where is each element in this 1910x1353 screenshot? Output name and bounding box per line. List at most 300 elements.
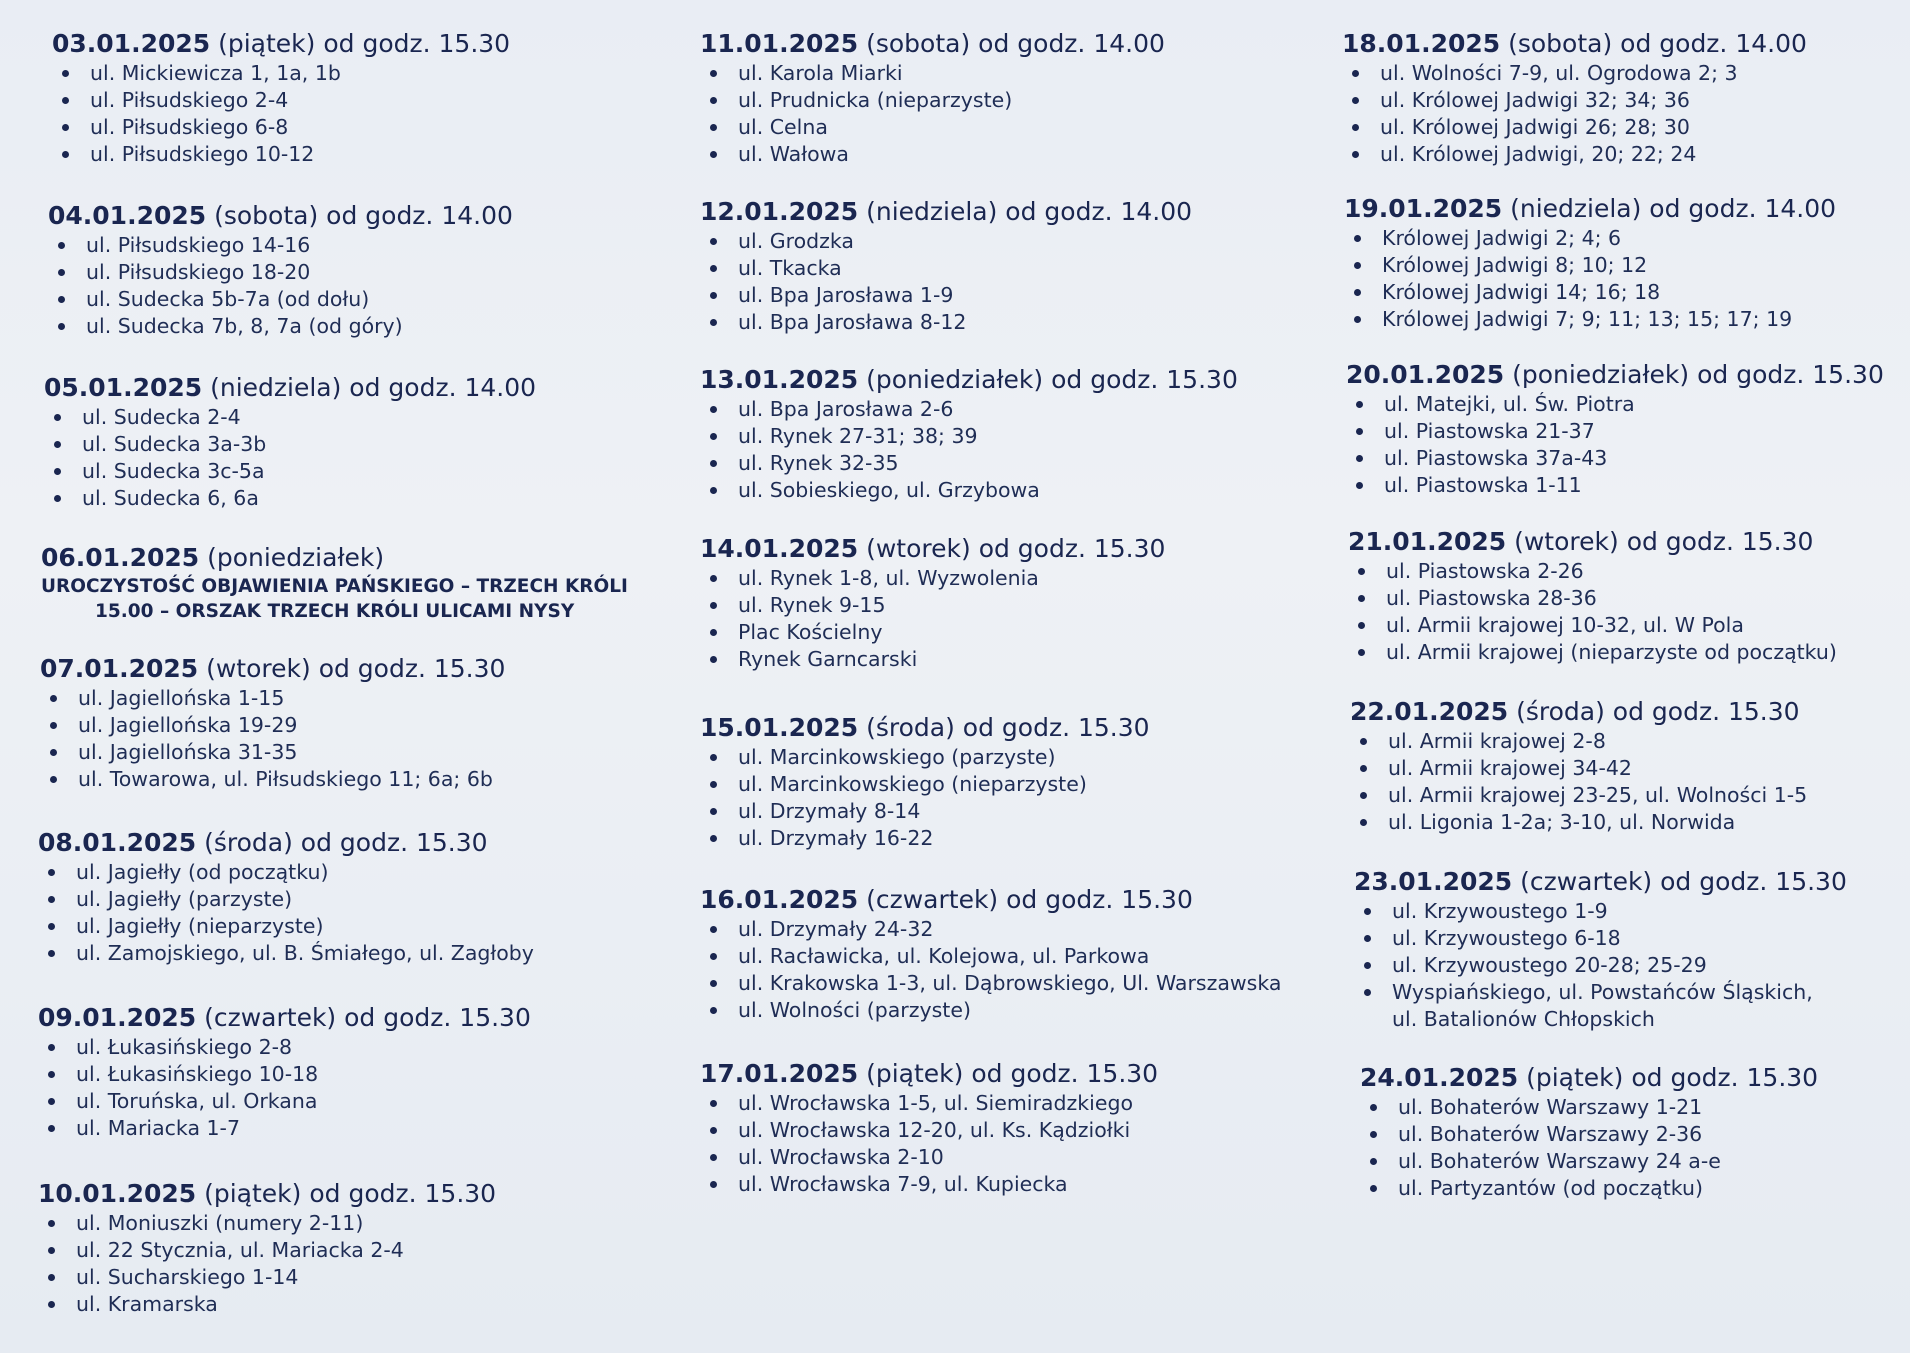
street-label: ul. Jagiellońska 1-15 bbox=[78, 686, 285, 710]
list-item bbox=[38, 859, 648, 886]
street-list bbox=[38, 1210, 648, 1318]
day-time: (sobota) od godz. 14.00 bbox=[1500, 29, 1807, 58]
street-label: Rynek Garncarski bbox=[738, 647, 918, 671]
bullet-icon bbox=[54, 414, 61, 421]
bullet-icon bbox=[48, 1220, 55, 1227]
day-time: (czwartek) od godz. 15.30 bbox=[858, 885, 1193, 914]
street-label: ul. Armii krajowej 34-42 bbox=[1388, 756, 1632, 780]
day-header bbox=[1344, 193, 1900, 225]
day-header bbox=[1342, 28, 1900, 60]
day-time: (niedziela) od godz. 14.00 bbox=[858, 197, 1193, 226]
street-list bbox=[48, 232, 648, 340]
list-item bbox=[1350, 755, 1900, 782]
day-date: 13.01.2025 bbox=[700, 365, 859, 394]
street-label: ul. Karola Miarki bbox=[738, 61, 903, 85]
street-list bbox=[1350, 728, 1900, 836]
street-label: ul. Wrocławska 1-5, ul. Siemiradzkiego bbox=[738, 1091, 1134, 1115]
street-list bbox=[1342, 60, 1900, 168]
bullet-icon bbox=[62, 97, 69, 104]
day-date: 08.01.2025 bbox=[38, 828, 197, 857]
day-date: 07.01.2025 bbox=[40, 654, 199, 683]
day-date: 20.01.2025 bbox=[1346, 360, 1505, 389]
schedule-column-3 bbox=[1340, 28, 1900, 1226]
street-label: ul. Sudecka 3a-3b bbox=[82, 432, 267, 456]
day-date: 14.01.2025 bbox=[700, 534, 859, 563]
list-item bbox=[1342, 141, 1900, 168]
day-date: 15.01.2025 bbox=[700, 713, 859, 742]
day-header bbox=[700, 884, 1300, 916]
street-list bbox=[700, 396, 1300, 504]
day-header bbox=[1350, 696, 1900, 728]
street-label: ul. Sudecka 3c-5a bbox=[82, 459, 265, 483]
street-list bbox=[700, 565, 1300, 673]
street-label: ul. Bohaterów Warszawy 24 a-e bbox=[1398, 1149, 1721, 1173]
day-date: 18.01.2025 bbox=[1342, 29, 1501, 58]
list-item bbox=[44, 458, 648, 485]
street-label: ul. Piłsudskiego 10-12 bbox=[90, 142, 315, 166]
day-block bbox=[700, 28, 1300, 196]
day-header bbox=[38, 1002, 648, 1034]
street-list bbox=[1348, 558, 1900, 666]
list-item bbox=[1360, 1148, 1900, 1175]
street-list bbox=[1344, 225, 1900, 333]
list-item bbox=[700, 309, 1300, 336]
day-header bbox=[38, 1178, 648, 1210]
street-label: Królowej Jadwigi 2; 4; 6 bbox=[1382, 226, 1622, 250]
day-time: (środa) od godz. 15.30 bbox=[858, 713, 1150, 742]
day-time: (niedziela) od godz. 14.00 bbox=[1502, 194, 1837, 223]
list-item bbox=[700, 228, 1300, 255]
street-label: ul. Piastowska 28-36 bbox=[1386, 586, 1597, 610]
list-item bbox=[700, 396, 1300, 423]
street-label: ul. Towarowa, ul. Piłsudskiego 11; 6a; 6b bbox=[78, 767, 493, 791]
day-date: 19.01.2025 bbox=[1344, 194, 1503, 223]
bullet-icon bbox=[1370, 1104, 1377, 1111]
bullet-icon bbox=[54, 441, 61, 448]
street-label: Królowej Jadwigi 14; 16; 18 bbox=[1382, 280, 1661, 304]
day-time: (piątek) od godz. 15.30 bbox=[196, 1179, 497, 1208]
day-time: (wtorek) od godz. 15.30 bbox=[858, 534, 1166, 563]
bullet-icon bbox=[50, 749, 57, 756]
list-item bbox=[700, 114, 1300, 141]
bullet-icon bbox=[710, 151, 717, 158]
day-date: 21.01.2025 bbox=[1348, 527, 1507, 556]
day-block bbox=[1340, 28, 1900, 193]
bullet-icon bbox=[1360, 765, 1367, 772]
street-label: ul. Piłsudskiego 18-20 bbox=[86, 260, 311, 284]
list-item bbox=[1346, 472, 1900, 499]
day-time: (piątek) od godz. 15.30 bbox=[1518, 1063, 1819, 1092]
day-block bbox=[38, 200, 648, 372]
street-label: ul. Sudecka 6, 6a bbox=[82, 486, 259, 510]
day-time: (piątek) od godz. 15.30 bbox=[210, 29, 511, 58]
list-item bbox=[38, 886, 648, 913]
bullet-icon bbox=[710, 292, 717, 299]
street-label: ul. Krzywoustego 1-9 bbox=[1392, 899, 1608, 923]
bullet-icon bbox=[710, 808, 717, 815]
street-label: ul. Łukasińskiego 2-8 bbox=[76, 1035, 293, 1059]
day-time: (wtorek) od godz. 15.30 bbox=[1506, 527, 1814, 556]
list-item bbox=[700, 255, 1300, 282]
list-item bbox=[1350, 728, 1900, 755]
bullet-icon bbox=[710, 460, 717, 467]
list-item bbox=[700, 771, 1300, 798]
holiday-note: UROCZYSTOŚĆ OBJAWIENIA PAŃSKIEGO – TRZECH KRÓLI bbox=[41, 576, 628, 597]
day-date: 10.01.2025 bbox=[38, 1179, 197, 1208]
street-label: ul. Ligonia 1-2a; 3-10, ul. Norwida bbox=[1388, 810, 1736, 834]
bullet-icon bbox=[48, 1098, 55, 1105]
list-item bbox=[1350, 782, 1900, 809]
street-label: ul. Bpa Jarosława 2-6 bbox=[738, 397, 954, 421]
day-date: 11.01.2025 bbox=[700, 29, 859, 58]
list-item bbox=[52, 114, 648, 141]
street-label: ul. Mariacka 1-7 bbox=[76, 1116, 240, 1140]
day-time: (sobota) od godz. 14.00 bbox=[206, 201, 513, 230]
day-block bbox=[700, 364, 1300, 533]
day-date: 03.01.2025 bbox=[52, 29, 211, 58]
bullet-icon bbox=[1358, 595, 1365, 602]
street-label: ul. Piastowska 37a-43 bbox=[1384, 446, 1608, 470]
street-label: ul. Armii krajowej (nieparzyste od początku) bbox=[1386, 640, 1837, 664]
bullet-icon bbox=[1364, 908, 1371, 915]
street-label: ul. Wrocławska 12-20, ul. Ks. Kądziołki bbox=[738, 1118, 1131, 1142]
street-label: ul. Armii krajowej 23-25, ul. Wolności 1-5 bbox=[1388, 783, 1808, 807]
street-list bbox=[700, 60, 1300, 168]
list-item bbox=[52, 60, 648, 87]
schedule-column-2 bbox=[700, 28, 1300, 1226]
list-item bbox=[48, 259, 648, 286]
bullet-icon bbox=[710, 1154, 717, 1161]
bullet-icon bbox=[58, 242, 65, 249]
street-label: ul. Tkacka bbox=[738, 256, 842, 280]
list-item bbox=[38, 1088, 648, 1115]
street-label: ul. Wolności 7-9, ul. Ogrodowa 2; 3 bbox=[1380, 61, 1738, 85]
list-item bbox=[48, 232, 648, 259]
bullet-icon bbox=[710, 97, 717, 104]
street-label: ul. Rynek 27-31; 38; 39 bbox=[738, 424, 978, 448]
street-label: ul. Partyzantów (od początku) bbox=[1398, 1176, 1703, 1200]
bullet-icon bbox=[1360, 738, 1367, 745]
list-item bbox=[1348, 612, 1900, 639]
street-list bbox=[38, 1034, 648, 1142]
street-label: ul. Marcinkowskiego (parzyste) bbox=[738, 745, 1056, 769]
day-header bbox=[1348, 526, 1900, 558]
bullet-icon bbox=[710, 781, 717, 788]
list-item bbox=[38, 1034, 648, 1061]
bullet-icon bbox=[710, 319, 717, 326]
list-item bbox=[1354, 898, 1900, 925]
day-block bbox=[38, 653, 648, 827]
day-time: (poniedziałek) od godz. 15.30 bbox=[858, 365, 1238, 394]
bullet-icon bbox=[48, 1274, 55, 1281]
street-label: ul. Bpa Jarosława 8-12 bbox=[738, 310, 967, 334]
bullet-icon bbox=[48, 950, 55, 957]
street-label: ul. Jagiełły (nieparzyste) bbox=[76, 914, 324, 938]
day-date: 05.01.2025 bbox=[44, 373, 203, 402]
day-block bbox=[1340, 193, 1900, 359]
list-item bbox=[1348, 639, 1900, 666]
bullet-icon bbox=[1370, 1131, 1377, 1138]
day-date: 17.01.2025 bbox=[700, 1059, 859, 1088]
street-label: ul. Rynek 9-15 bbox=[738, 593, 886, 617]
street-label: ul. Armii krajowej 2-8 bbox=[1388, 729, 1606, 753]
bullet-icon bbox=[710, 575, 717, 582]
list-item bbox=[1346, 418, 1900, 445]
day-header bbox=[700, 533, 1300, 565]
street-label: ul. Matejki, ul. Św. Piotra bbox=[1384, 392, 1635, 416]
list-item bbox=[700, 141, 1300, 168]
bullet-icon bbox=[58, 269, 65, 276]
list-item bbox=[38, 940, 648, 967]
bullet-icon bbox=[1358, 622, 1365, 629]
street-label: ul. Jagiellońska 31-35 bbox=[78, 740, 298, 764]
street-label: ul. Grodzka bbox=[738, 229, 854, 253]
bullet-icon bbox=[58, 323, 65, 330]
list-item bbox=[1354, 979, 1832, 1033]
list-item bbox=[48, 286, 648, 313]
street-list bbox=[700, 1090, 1300, 1198]
list-item bbox=[48, 313, 648, 340]
bullet-icon bbox=[710, 124, 717, 131]
bullet-icon bbox=[1370, 1185, 1377, 1192]
list-item bbox=[700, 282, 1300, 309]
bullet-icon bbox=[1360, 792, 1367, 799]
list-item bbox=[38, 913, 648, 940]
street-label: ul. Królowej Jadwigi, 20; 22; 24 bbox=[1380, 142, 1697, 166]
list-item bbox=[52, 87, 648, 114]
street-label: ul. Kramarska bbox=[76, 1292, 218, 1316]
list-item bbox=[700, 798, 1300, 825]
day-block bbox=[1340, 359, 1900, 526]
list-item bbox=[44, 404, 648, 431]
list-item bbox=[1346, 391, 1900, 418]
day-block bbox=[38, 1002, 648, 1178]
street-list bbox=[44, 404, 648, 512]
bullet-icon bbox=[48, 1044, 55, 1051]
bullet-icon bbox=[710, 238, 717, 245]
bullet-icon bbox=[48, 1247, 55, 1254]
day-header bbox=[41, 542, 648, 574]
bullet-icon bbox=[710, 953, 717, 960]
list-item bbox=[38, 1115, 648, 1142]
list-item bbox=[700, 970, 1300, 997]
street-label: ul. Łukasińskiego 10-18 bbox=[76, 1062, 319, 1086]
day-time: (sobota) od godz. 14.00 bbox=[858, 29, 1165, 58]
street-label: ul. Piastowska 21-37 bbox=[1384, 419, 1595, 443]
street-list bbox=[700, 916, 1300, 1024]
day-block bbox=[700, 533, 1300, 712]
street-list bbox=[38, 859, 648, 967]
list-item bbox=[700, 1090, 1300, 1117]
day-date: 04.01.2025 bbox=[48, 201, 207, 230]
bullet-icon bbox=[710, 980, 717, 987]
list-item bbox=[1348, 558, 1900, 585]
day-header bbox=[52, 28, 648, 60]
list-item bbox=[1346, 445, 1900, 472]
day-block bbox=[1340, 696, 1900, 866]
street-label: Plac Kościelny bbox=[738, 620, 883, 644]
bullet-icon bbox=[710, 1181, 717, 1188]
bullet-icon bbox=[50, 722, 57, 729]
street-label: ul. Marcinkowskiego (nieparzyste) bbox=[738, 772, 1087, 796]
day-time: (piątek) od godz. 15.30 bbox=[858, 1059, 1159, 1088]
list-item bbox=[700, 916, 1300, 943]
day-block bbox=[1340, 866, 1900, 1062]
day-time: (poniedziałek) bbox=[199, 543, 385, 572]
bullet-icon bbox=[62, 151, 69, 158]
list-item bbox=[700, 592, 1300, 619]
day-date: 06.01.2025 bbox=[41, 543, 200, 572]
list-item bbox=[700, 997, 1300, 1024]
list-item bbox=[1342, 60, 1900, 87]
bullet-icon bbox=[710, 1100, 717, 1107]
bullet-icon bbox=[54, 495, 61, 502]
street-list bbox=[700, 744, 1300, 852]
street-label: ul. Sobieskiego, ul. Grzybowa bbox=[738, 478, 1040, 502]
street-label: ul. Piłsudskiego 2-4 bbox=[90, 88, 289, 112]
list-item bbox=[1342, 87, 1900, 114]
day-header bbox=[700, 196, 1300, 228]
street-label: ul. Rynek 1-8, ul. Wyzwolenia bbox=[738, 566, 1039, 590]
street-label: ul. Królowej Jadwigi 32; 34; 36 bbox=[1380, 88, 1690, 112]
street-label: ul. Bohaterów Warszawy 1-21 bbox=[1398, 1095, 1703, 1119]
list-item bbox=[700, 60, 1300, 87]
day-header bbox=[1360, 1062, 1900, 1094]
list-item bbox=[1354, 925, 1900, 952]
list-item bbox=[40, 685, 648, 712]
day-block bbox=[38, 827, 648, 1002]
bullet-icon bbox=[1354, 289, 1361, 296]
street-label: ul. Zamojskiego, ul. B. Śmiałego, ul. Zagłoby bbox=[76, 941, 534, 965]
street-label: ul. Wałowa bbox=[738, 142, 849, 166]
list-item bbox=[38, 1264, 648, 1291]
day-block-holiday bbox=[38, 542, 648, 653]
list-item bbox=[40, 739, 648, 766]
day-date: 23.01.2025 bbox=[1354, 867, 1513, 896]
day-header bbox=[40, 653, 648, 685]
list-item bbox=[38, 1061, 648, 1088]
list-item bbox=[44, 485, 648, 512]
day-header bbox=[700, 28, 1300, 60]
bullet-icon bbox=[54, 468, 61, 475]
list-item bbox=[700, 646, 1300, 673]
bullet-icon bbox=[710, 754, 717, 761]
day-time: (czwartek) od godz. 15.30 bbox=[196, 1003, 531, 1032]
street-label: ul. Sudecka 5b-7a (od dołu) bbox=[86, 287, 370, 311]
day-header bbox=[700, 364, 1300, 396]
day-block bbox=[700, 1058, 1300, 1226]
street-label: ul. Krzywoustego 6-18 bbox=[1392, 926, 1621, 950]
bullet-icon bbox=[710, 487, 717, 494]
bullet-icon bbox=[48, 1125, 55, 1132]
day-date: 24.01.2025 bbox=[1360, 1063, 1519, 1092]
day-header bbox=[700, 1058, 1300, 1090]
street-label: ul. Racławicka, ul. Kolejowa, ul. Parkowa bbox=[738, 944, 1150, 968]
day-header bbox=[700, 712, 1300, 744]
day-time: (poniedziałek) od godz. 15.30 bbox=[1504, 360, 1884, 389]
street-label: Wyspiańskiego, ul. Powstańców Śląskich, ul. Batalionów Chłopskich bbox=[1392, 980, 1813, 1031]
list-item bbox=[700, 744, 1300, 771]
list-item bbox=[1350, 809, 1900, 836]
street-label: ul. Krakowska 1-3, ul. Dąbrowskiego, Ul. Warszawska bbox=[738, 971, 1282, 995]
street-label: ul. Toruńska, ul. Orkana bbox=[76, 1089, 318, 1113]
bullet-icon bbox=[50, 695, 57, 702]
street-label: ul. Drzymały 16-22 bbox=[738, 826, 934, 850]
day-header bbox=[1354, 866, 1900, 898]
street-label: ul. Drzymały 8-14 bbox=[738, 799, 921, 823]
bullet-icon bbox=[710, 1007, 717, 1014]
bullet-icon bbox=[1356, 401, 1363, 408]
day-time: (niedziela) od godz. 14.00 bbox=[202, 373, 537, 402]
bullet-icon bbox=[1360, 819, 1367, 826]
street-label: ul. Rynek 32-35 bbox=[738, 451, 899, 475]
street-label: ul. Wrocławska 7-9, ul. Kupiecka bbox=[738, 1172, 1068, 1196]
bullet-icon bbox=[48, 896, 55, 903]
bullet-icon bbox=[48, 1301, 55, 1308]
bullet-icon bbox=[1364, 962, 1371, 969]
day-date: 12.01.2025 bbox=[700, 197, 859, 226]
bullet-icon bbox=[1354, 262, 1361, 269]
schedule-column-1 bbox=[38, 28, 648, 1350]
day-time: (wtorek) od godz. 15.30 bbox=[198, 654, 506, 683]
day-header bbox=[38, 827, 648, 859]
day-date: 22.01.2025 bbox=[1350, 697, 1509, 726]
street-label: ul. Bohaterów Warszawy 2-36 bbox=[1398, 1122, 1703, 1146]
day-time: (czwartek) od godz. 15.30 bbox=[1512, 867, 1847, 896]
list-item bbox=[44, 431, 648, 458]
street-list bbox=[1346, 391, 1900, 499]
street-label: ul. Drzymały 24-32 bbox=[738, 917, 934, 941]
bullet-icon bbox=[710, 1127, 717, 1134]
day-block bbox=[1340, 526, 1900, 696]
list-item bbox=[700, 1117, 1300, 1144]
day-block bbox=[38, 1178, 648, 1350]
list-item bbox=[38, 1210, 648, 1237]
list-item bbox=[700, 943, 1300, 970]
list-item bbox=[700, 450, 1300, 477]
street-label: Królowej Jadwigi 8; 10; 12 bbox=[1382, 253, 1648, 277]
bullet-icon bbox=[1354, 316, 1361, 323]
street-label: ul. Krzywoustego 20-28; 25-29 bbox=[1392, 953, 1707, 977]
list-item bbox=[1360, 1175, 1900, 1202]
bullet-icon bbox=[1352, 124, 1359, 131]
street-label: ul. Sudecka 7b, 8, 7a (od góry) bbox=[86, 314, 403, 338]
bullet-icon bbox=[1358, 649, 1365, 656]
list-item bbox=[1344, 306, 1900, 333]
street-label: ul. Moniuszki (numery 2-11) bbox=[76, 1211, 364, 1235]
list-item bbox=[1342, 114, 1900, 141]
day-block bbox=[700, 712, 1300, 884]
bullet-icon bbox=[1354, 235, 1361, 242]
street-list bbox=[52, 60, 648, 168]
street-label: ul. Sucharskiego 1-14 bbox=[76, 1265, 299, 1289]
street-label: ul. Piłsudskiego 6-8 bbox=[90, 115, 289, 139]
street-label: ul. Sudecka 2-4 bbox=[82, 405, 241, 429]
street-label: ul. Prudnicka (nieparzyste) bbox=[738, 88, 1013, 112]
bullet-icon bbox=[62, 70, 69, 77]
street-list bbox=[1360, 1094, 1900, 1202]
bullet-icon bbox=[1356, 455, 1363, 462]
street-label: ul. Bpa Jarosława 1-9 bbox=[738, 283, 954, 307]
street-label: ul. Celna bbox=[738, 115, 828, 139]
street-label: ul. 22 Stycznia, ul. Mariacka 2-4 bbox=[76, 1238, 404, 1262]
list-item bbox=[700, 1144, 1300, 1171]
bullet-icon bbox=[48, 1071, 55, 1078]
bullet-icon bbox=[1352, 70, 1359, 77]
street-label: ul. Piastowska 2-26 bbox=[1386, 559, 1584, 583]
bullet-icon bbox=[710, 70, 717, 77]
bullet-icon bbox=[1370, 1158, 1377, 1165]
